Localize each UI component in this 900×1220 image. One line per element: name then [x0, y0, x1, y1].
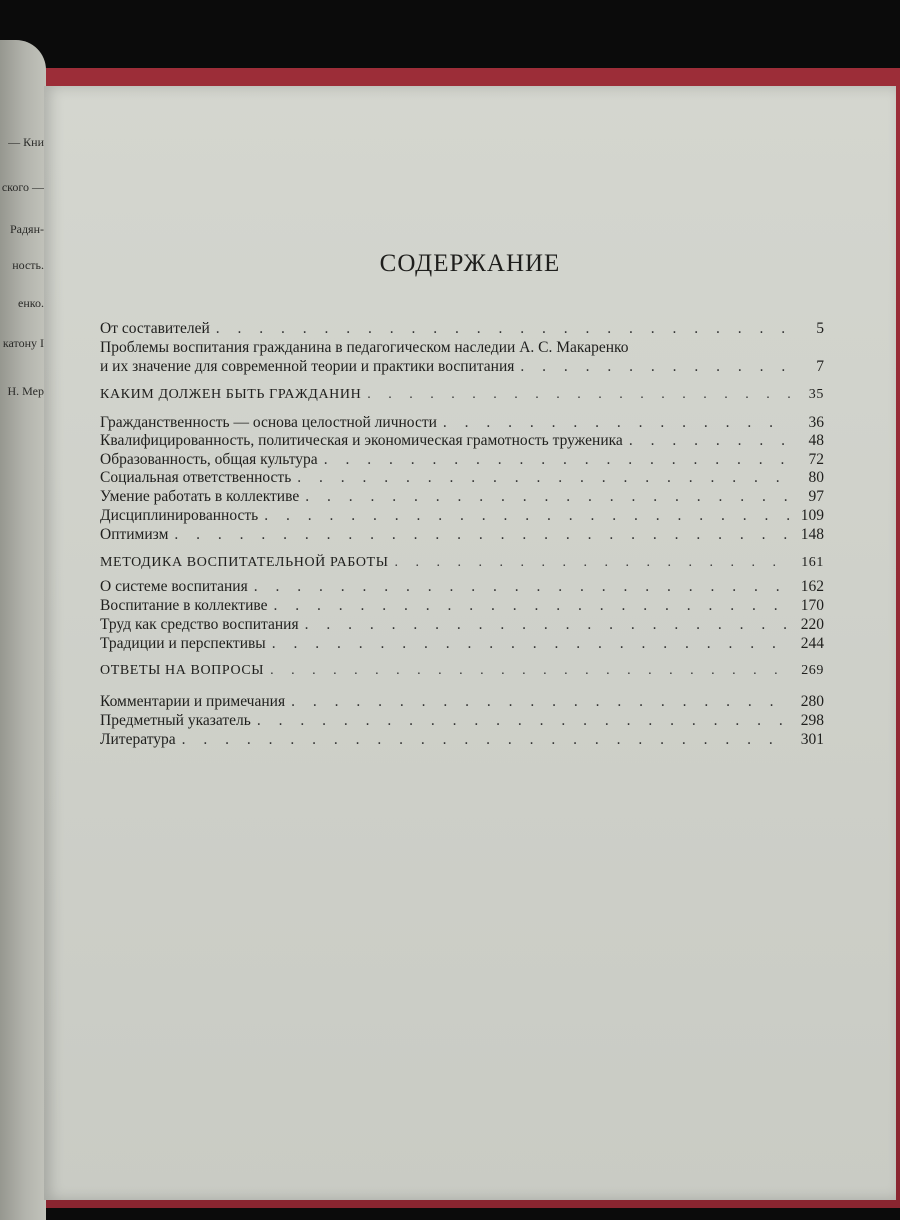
dot-leader [273, 597, 790, 615]
dot-leader [291, 693, 790, 711]
dot-leader [324, 451, 790, 469]
dot-leader [367, 386, 790, 404]
dot-leader [272, 635, 790, 653]
toc-entry-label: и их значение для современной теории и практики воспитания [100, 358, 515, 375]
dot-leader [257, 712, 790, 730]
toc-entry-page: 170 [800, 597, 824, 614]
toc-entry [100, 339, 824, 357]
dot-leader [520, 358, 790, 376]
toc-entry-label: Труд как средство воспитания [100, 616, 299, 633]
toc-entry-page: 36 [808, 414, 824, 431]
dot-leader [305, 616, 790, 634]
dot-leader [264, 507, 790, 525]
toc-entry-label: Предметный указатель [100, 712, 251, 729]
toc-entry-page: 161 [801, 555, 824, 570]
toc-entry-page: 80 [808, 469, 824, 486]
toc-entry [100, 635, 824, 653]
toc-entry-page: 269 [801, 663, 824, 678]
toc-entry [100, 712, 824, 730]
toc-entry-label: Квалифицированность, политическая и экономическая грамотность труженика [100, 432, 623, 449]
left-page-fragment: — Кни [8, 135, 44, 149]
toc-entry [100, 731, 824, 749]
toc-section [100, 554, 824, 572]
left-page-fragment: катону І [2, 336, 44, 350]
toc-entry-page: 97 [808, 488, 824, 505]
dot-leader [395, 554, 790, 572]
toc-entry-label: Дисциплинированность [100, 507, 259, 524]
toc-entry-page: 220 [800, 616, 824, 633]
toc-section [100, 386, 824, 404]
toc-entry [100, 693, 824, 711]
toc-entry-page: 109 [800, 507, 824, 524]
toc-entry [100, 488, 824, 506]
left-page-edge [0, 40, 46, 1220]
toc-section-label: МЕТОДИКА ВОСПИТАТЕЛЬНОЙ РАБОТЫ [100, 555, 389, 570]
toc-entry-page: 280 [800, 693, 824, 710]
toc-entry [100, 358, 824, 376]
left-page-fragment: Н. Мер [7, 384, 44, 398]
toc-entry-label: От составителей [100, 320, 210, 337]
dot-leader [297, 469, 790, 487]
toc-entry-page: 162 [800, 578, 824, 595]
toc-entry [100, 526, 824, 544]
toc-section-label: КАКИМ ДОЛЖЕН БЫТЬ ГРАЖДАНИН [100, 387, 362, 402]
toc-entry-page: 35 [808, 387, 824, 402]
page-title: СОДЕРЖАНИЕ [379, 250, 561, 277]
toc-entry-page: 244 [800, 635, 824, 652]
toc-entry [100, 469, 824, 487]
toc-entry-page: 72 [808, 451, 824, 468]
toc-entry-label: Проблемы воспитания гражданина в педагогическом наследии А. С. Макаренко [100, 339, 629, 356]
toc-entry [100, 451, 824, 469]
dot-leader [254, 578, 790, 596]
toc-section [100, 662, 824, 680]
toc-entry-label: Социальная ответственность [100, 469, 292, 486]
toc-entry [100, 507, 824, 525]
toc-entry-page: 5 [816, 320, 824, 337]
toc-section-label: ОТВЕТЫ НА ВОПРОСЫ [100, 663, 265, 678]
toc-entry-page: 298 [800, 712, 824, 729]
toc-entry-label: Образованность, общая культура [100, 451, 318, 468]
toc-entry [100, 414, 824, 432]
book-page [44, 86, 896, 1200]
toc-entry-label: Воспитание в коллективе [100, 597, 268, 614]
toc-entry-label: Традиции и перспективы [100, 635, 266, 652]
toc-entry-label: Умение работать в коллективе [100, 488, 300, 505]
toc-entry-label: Литература [100, 731, 176, 748]
dot-leader [305, 488, 790, 506]
toc-entry-label: Гражданственность — основа целостной личности [100, 414, 437, 431]
toc-entry [100, 597, 824, 615]
toc-entry-label: О системе воспитания [100, 578, 248, 595]
toc-entry [100, 320, 824, 338]
left-page-fragment: ность. [12, 258, 44, 272]
toc-entry-page: 48 [808, 432, 824, 449]
toc-entry-page: 301 [800, 731, 824, 748]
toc-entry-page: 148 [800, 526, 824, 543]
dot-leader [182, 731, 790, 749]
dot-leader [174, 526, 790, 544]
dot-leader [443, 414, 790, 432]
dot-leader [629, 432, 790, 450]
left-page-fragment: Радян- [9, 222, 44, 236]
toc-entry-label: Комментарии и примечания [100, 693, 286, 710]
dot-leader [270, 662, 790, 680]
dot-leader [216, 320, 790, 338]
toc-entry [100, 616, 824, 634]
left-page-fragment: ского — [1, 180, 44, 194]
toc-entry-page: 7 [816, 358, 824, 375]
toc-entry [100, 432, 824, 450]
left-page-fragment: енко. [18, 296, 44, 310]
toc-entry-label: Оптимизм [100, 526, 169, 543]
toc-entry [100, 578, 824, 596]
